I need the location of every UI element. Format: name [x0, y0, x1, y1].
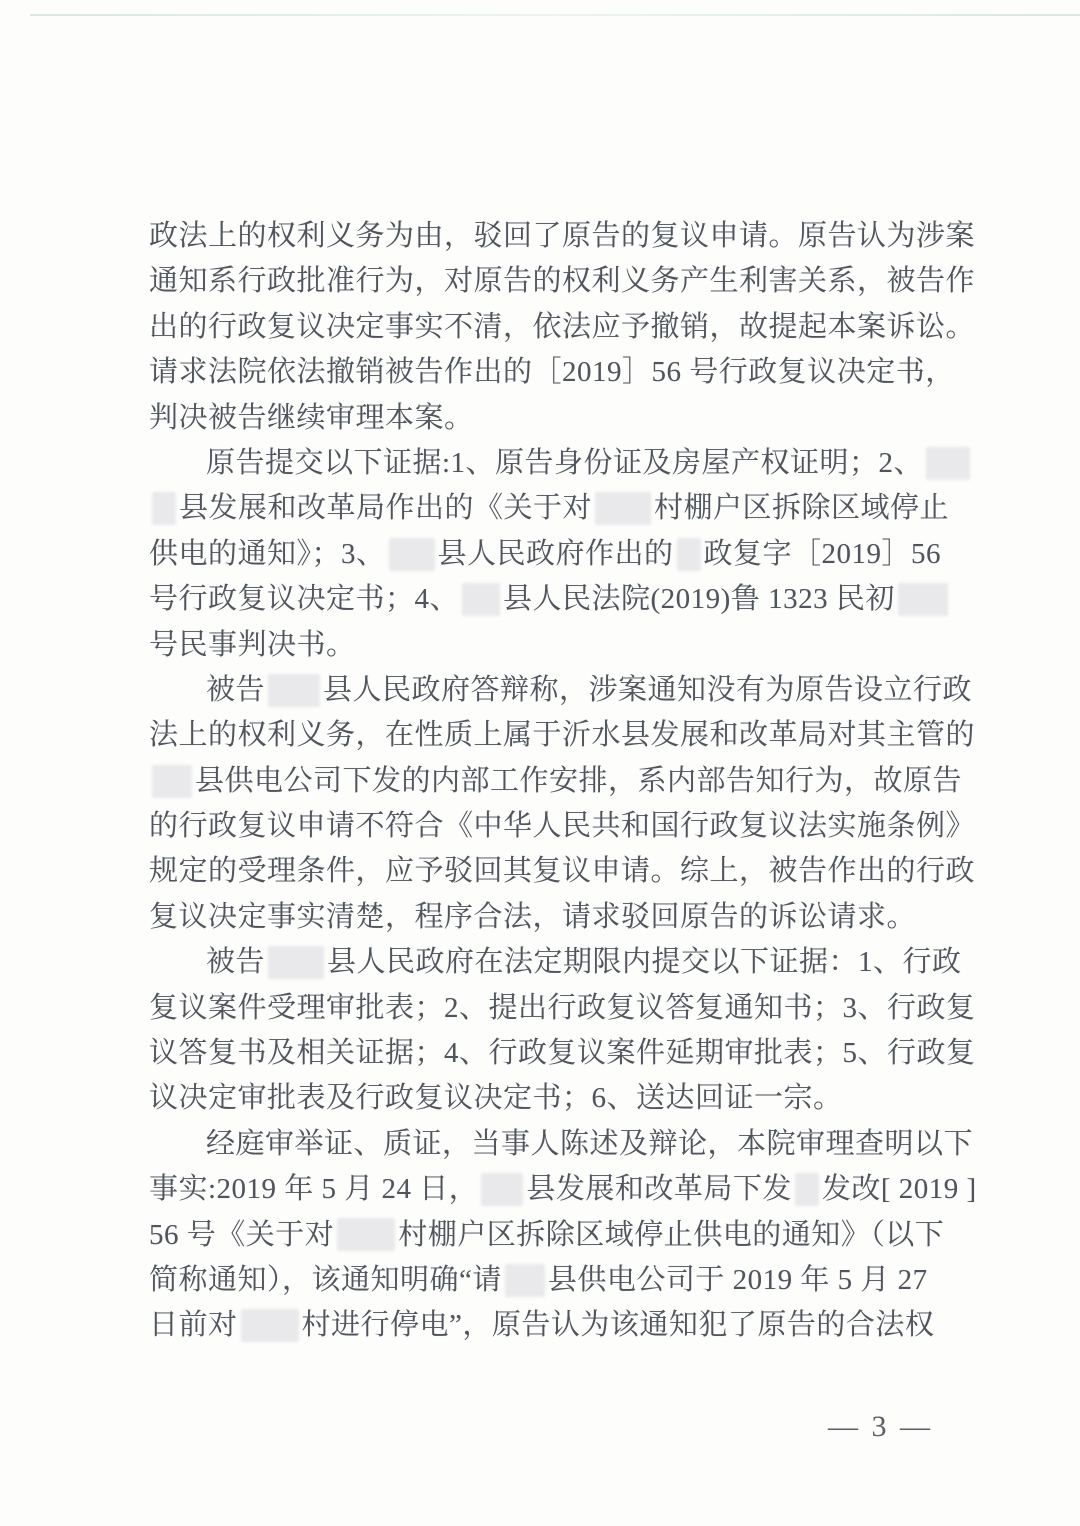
page-number: — 3 — [828, 1410, 933, 1443]
text-segment: 村进行停电”，原告认为该通知犯了原告的合法权 [301, 1309, 935, 1342]
text-segment: 规定的受理条件，应予驳回其复议申请。综上，被告作出的行政 [149, 855, 976, 888]
text-line [149, 804, 976, 849]
text-line [149, 396, 964, 441]
redaction-block [898, 583, 948, 616]
text-segment: 发改[ 2019 ] [821, 1173, 977, 1206]
text-line [149, 1167, 977, 1212]
text-segment: 简称通知），该通知明确“请 [149, 1263, 502, 1296]
redaction-block [677, 538, 701, 571]
text-segment: 请求法院依法撤销被告作出的［2019］56 号行政复议决定书， [149, 356, 955, 389]
text-segment: 出的行政复议决定事实不清，依法应予撤销，故提起本案诉讼。 [149, 310, 976, 343]
text-segment: 日前对 [149, 1309, 238, 1342]
text-line [149, 305, 976, 350]
text-line [149, 986, 976, 1031]
text-line [149, 940, 964, 985]
text-line [149, 849, 976, 894]
text-segment: 县人民政府作出的 [437, 537, 674, 570]
redaction-block [268, 674, 320, 707]
redaction-block [152, 765, 192, 798]
text-segment: 县人民法院(2019)鲁 1323 民初 [503, 583, 895, 616]
text-segment: 议决定审批表及行政复议决定书；6、送达回证一宗。 [149, 1082, 843, 1115]
redaction-block [462, 583, 500, 616]
text-segment: 政复字［2019］56 [703, 537, 942, 570]
text-line [149, 1258, 964, 1303]
text-segment: 56 号《关于对 [149, 1218, 335, 1251]
redaction-block [337, 1218, 395, 1251]
text-line [149, 259, 976, 304]
text-line [149, 486, 964, 531]
redaction-block [505, 1264, 545, 1297]
redaction-block [268, 946, 324, 979]
text-line [149, 1122, 974, 1167]
text-segment: 判决被告继续审理本案。 [149, 401, 474, 434]
text-line [149, 214, 976, 259]
text-segment: 议答复书及相关证据；4、行政复议案件延期审批表；5、行政复 [149, 1037, 976, 1070]
text-line [149, 1031, 976, 1076]
text-segment: 的行政复议申请不符合《中华人民共和国行政复议法实施条例》 [149, 810, 976, 843]
redaction-block [152, 492, 176, 525]
text-segment: 村棚户区拆除区域停止供电的通知》（以下 [398, 1218, 945, 1251]
text-segment: 县人民政府答辩称，涉案通知没有为原告设立行政 [323, 673, 973, 706]
text-segment: 政法上的权利义务为由，驳回了原告的复议申请。原告认为涉案 [149, 220, 976, 252]
text-segment: 县供电公司下发的内部工作安排，系内部告知行为，故原告 [195, 764, 963, 797]
text-segment: 原告提交以下证据:1、原告身份证及房屋产权证明；2、 [206, 446, 924, 479]
text-segment: 法上的权利义务，在性质上属于沂水县发展和改革局对其主管的 [149, 719, 976, 752]
redaction-block [926, 447, 970, 480]
text-line [149, 759, 964, 804]
text-line [149, 350, 964, 395]
text-segment: 县供电公司于 2019 年 5 月 27 [547, 1263, 928, 1296]
text-segment: 通知系行政批准行为，对原告的权利义务产生利害关系，被告作 [149, 265, 976, 298]
text-segment: 供电的通知》；3、 [149, 537, 386, 570]
redaction-block [481, 1173, 523, 1206]
redaction-block [795, 1173, 819, 1206]
text-line [149, 895, 964, 940]
text-segment: 经庭审举证、质证，当事人陈述及辩论，本院审理查明以下 [206, 1127, 974, 1160]
text-segment: 复议决定事实清楚，程序合法，请求驳回原告的诉讼请求。 [149, 900, 917, 933]
text-line [149, 1303, 964, 1348]
judgment-text [149, 214, 977, 1349]
text-line [149, 1076, 964, 1121]
text-segment: 事实:2019 年 5 月 24 日， [149, 1173, 479, 1206]
text-segment: 县发展和改革局作出的《关于对 [179, 492, 593, 525]
text-line [149, 623, 964, 668]
text-segment: 村棚户区拆除区域停止 [654, 492, 950, 525]
text-segment: 被告 [206, 946, 266, 979]
redaction-block [595, 492, 651, 525]
scan-artifact-line [30, 14, 1080, 16]
text-line [149, 713, 976, 758]
text-segment: 被告 [206, 673, 266, 706]
redaction-block [241, 1309, 299, 1342]
text-line [149, 441, 964, 486]
text-line [149, 1213, 964, 1258]
text-line [149, 577, 964, 622]
text-segment: 复议案件受理审批表；2、提出行政复议答复通知书；3、行政复 [149, 991, 976, 1024]
text-segment: 号民事判决书。 [149, 628, 356, 661]
text-line [149, 532, 964, 577]
redaction-block [389, 538, 435, 571]
text-segment: 号行政复议决定书；4、 [149, 583, 460, 616]
text-segment: 县发展和改革局下发 [526, 1173, 792, 1206]
text-line [149, 668, 973, 713]
text-segment: 县人民政府在法定期限内提交以下证据：1、行政 [327, 946, 962, 979]
